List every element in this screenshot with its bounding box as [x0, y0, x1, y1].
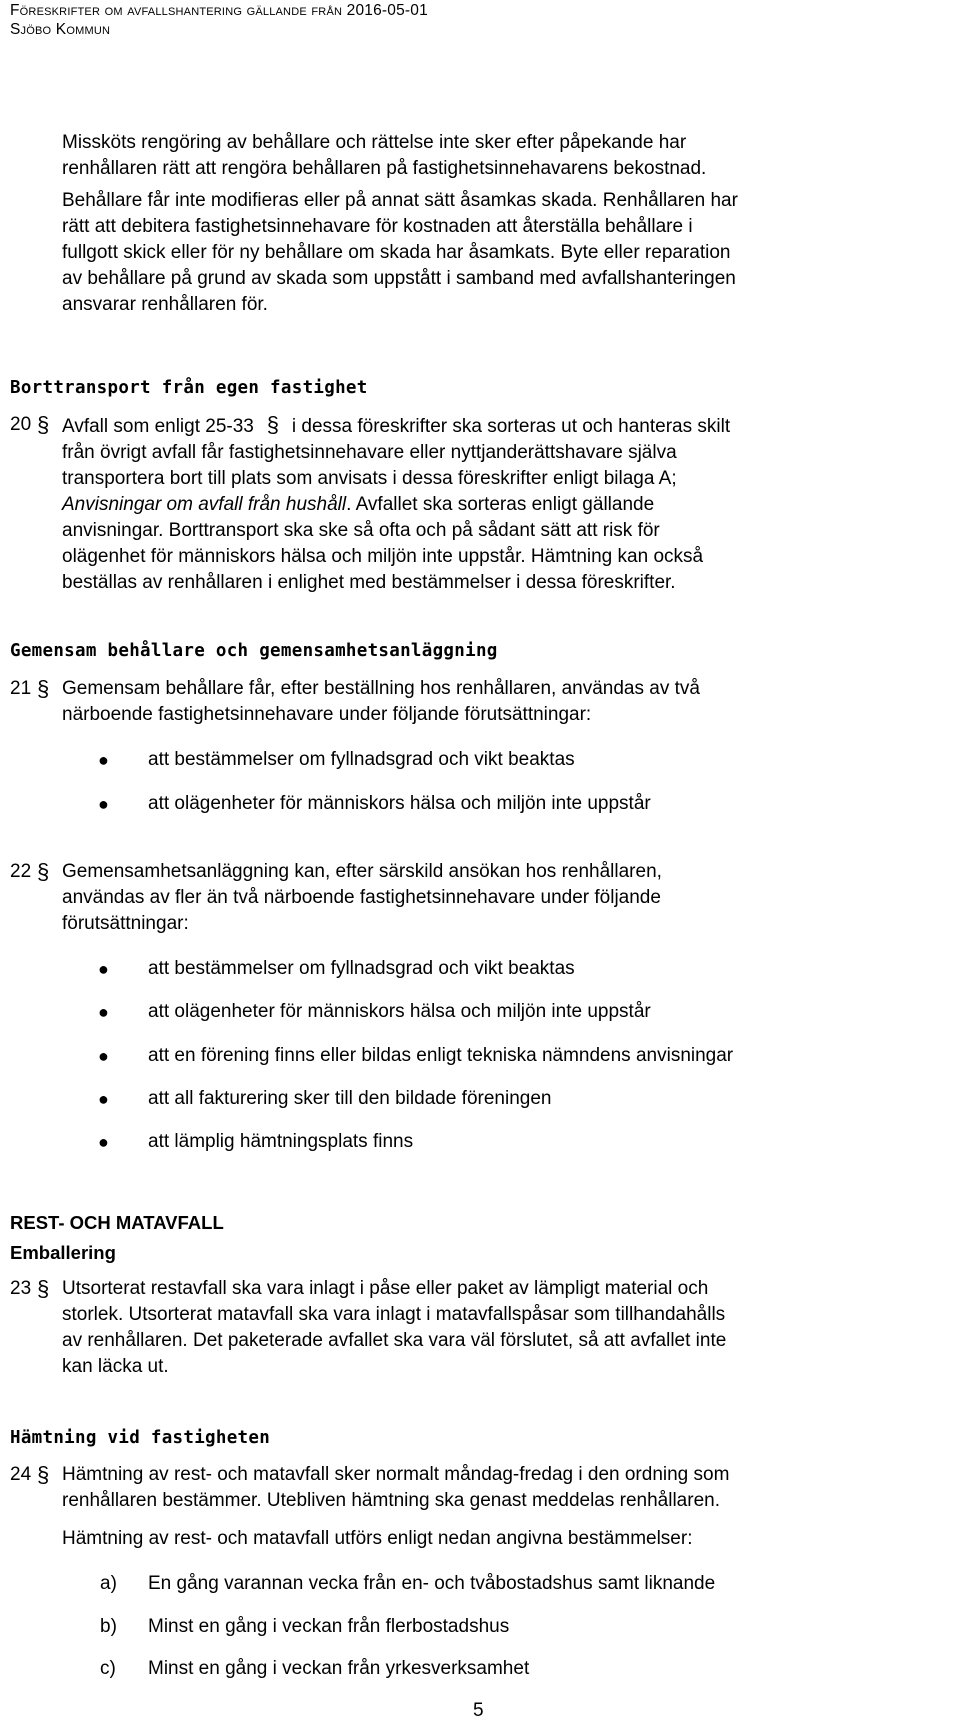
- heading-borttransport: Borttransport från egen fastighet: [10, 378, 368, 398]
- paragraph-24: Hämtning av rest- och matavfall sker normalt måndag-fredag i den ordning som renhållaren bestämmer. Utebliven hämtning ska genast meddelas renhållaren.: [62, 1464, 730, 1511]
- page-number: 5: [473, 1700, 484, 1721]
- list-item: a) En gång varannan vecka från en- och tvåbostadshus samt liknande: [100, 1573, 716, 1594]
- section-number-22: 22: [10, 861, 32, 882]
- heading-rest-och-matavfall: REST- OCH MATAVFALL: [10, 1212, 224, 1233]
- paragraph-24-sub: Hämtning av rest- och matavfall utförs enligt nedan angivna bestämmelser:: [62, 1528, 693, 1549]
- document-header-title: Föreskrifter om avfallshantering gällande från 2016-05-01: [10, 2, 428, 19]
- bullet-icon: ●: [98, 959, 109, 979]
- section-number-23: 23: [10, 1278, 32, 1299]
- section-number-21: 21: [10, 678, 32, 699]
- intro-paragraph-2: Behållare får inte modifieras eller på annat sätt åsamkas skada. Renhållaren har rätt att debitera fastighetsinnehavare för kostnaden att återställa behållare i fullgott skick eller för ny behållare om skada har åsamkats. Byte eller reparation av behållare på grund av skada som uppstått i samband med avfallshanteringen ansvarar renhållaren för.: [62, 190, 738, 315]
- section-symbol: §: [37, 412, 50, 437]
- heading-emballering: Emballering: [10, 1242, 116, 1263]
- bullet-icon: ●: [98, 1132, 109, 1152]
- paragraph-23: Utsorterat restavfall ska vara inlagt i påse eller paket av lämpligt material och storlek. Utsorterat matavfall ska vara inlagt i matavfallspåsar som tillhandahålls av renhållaren. Det paketerade avfallet ska vara väl förslutet, så att avfallet inte kan läcka ut.: [62, 1278, 727, 1377]
- document-header-municipality: Sjöbo Kommun: [10, 21, 111, 38]
- heading-hamtning: Hämtning vid fastigheten: [10, 1428, 271, 1448]
- bullet-icon: ●: [98, 1046, 109, 1066]
- section-symbol: §: [266, 412, 279, 437]
- intro-paragraph-1: Missköts rengöring av behållare och rättelse inte sker efter påpekande har renhållaren rätt att rengöra behållaren på fastighetsinnehavarens bekostnad.: [62, 132, 707, 179]
- section-symbol: §: [37, 676, 50, 701]
- section-number-20: 20: [10, 414, 32, 435]
- paragraph-20: Avfall som enligt 25-33 § i dessa föreskrifter ska sorteras ut och hanteras skilt från övrigt avfall får fastighetsinnehavare eller nyttjanderättshavare själva transportera bort till plats som anvisats i dessa föreskrifter enligt bilaga A; Anvisningar om avfall från hushåll. Avfallet ska sorteras enligt gällande anvisningar. Borttransport ska ske så ofta och på sådant sätt att risk för olägenhet för människors hälsa och miljön inte uppstår. Hämtning kan också beställas av renhållaren i enlighet med bestämmelser i dessa föreskrifter.: [62, 412, 731, 593]
- heading-gemensam: Gemensam behållare och gemensamhetsanläggning: [10, 641, 498, 661]
- list-item: c) Minst en gång i veckan från yrkesverksamhet: [100, 1658, 530, 1679]
- section-symbol: §: [37, 859, 50, 884]
- bullet-icon: ●: [98, 794, 109, 814]
- section-number-24: 24: [10, 1464, 32, 1485]
- section-symbol: §: [37, 1276, 50, 1301]
- bullet-icon: ●: [98, 1002, 109, 1022]
- bullet-icon: ●: [98, 750, 109, 770]
- section-symbol: §: [37, 1462, 50, 1487]
- bullet-icon: ●: [98, 1089, 109, 1109]
- list-item: b) Minst en gång i veckan från flerbostadshus: [100, 1616, 510, 1637]
- paragraph-21: Gemensam behållare får, efter beställning hos renhållaren, användas av två närboende fastighetsinnehavare under följande förutsättningar:: [62, 678, 700, 725]
- paragraph-22: Gemensamhetsanläggning kan, efter särskild ansökan hos renhållaren, användas av fler än två närboende fastighetsinnehavare under följande förutsättningar:: [62, 861, 662, 934]
